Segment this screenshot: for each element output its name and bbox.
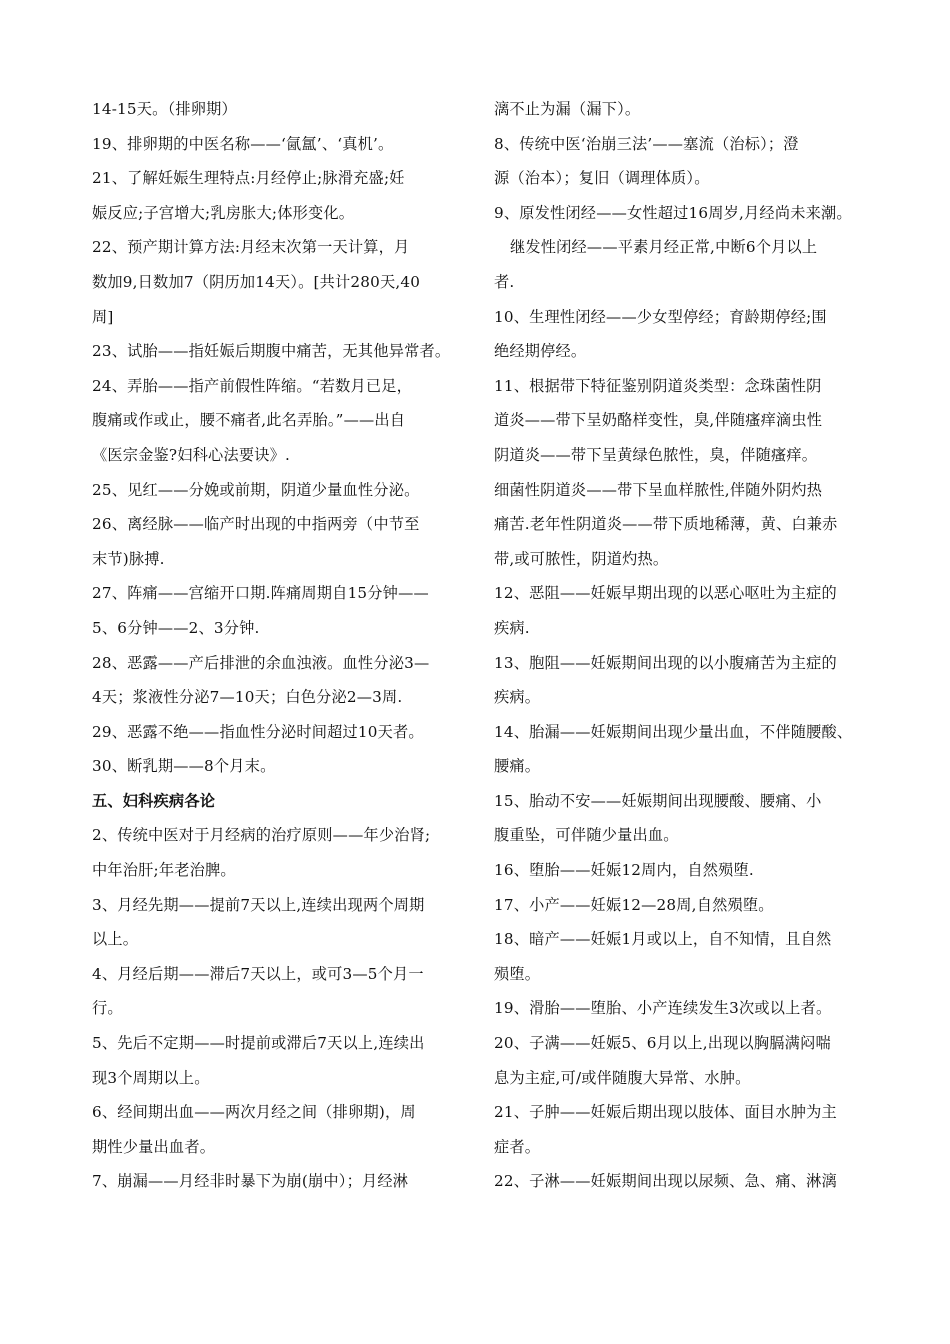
text-line: 中年治肝;年老治脾。 (92, 861, 236, 880)
text-line: 阴道炎——带下呈黄绿色脓性，臭，伴随瘙痒。 (494, 445, 818, 464)
text-line: 2、传统中医对于月经病的治疗原则——年少治肾; (92, 826, 431, 845)
text-line: 周] (92, 307, 114, 326)
text-line: 疾病。 (494, 688, 541, 707)
text-line: 15、胎动不安——妊娠期间出现腰酸、腰痛、小 (494, 791, 822, 810)
text-line: 源（治本）；复旧（调理体质）。 (494, 169, 710, 188)
section-heading: 五、妇科疾病各论 (92, 791, 216, 810)
text-line: 21、了解妊娠生理特点:月经停止;脉滑充盛;妊 (92, 169, 405, 188)
text-line: 末节)脉搏. (92, 549, 165, 568)
text-line: 24、弄胎——指产前假性阵缩。“若数月已足， (92, 376, 413, 395)
text-line: 9、原发性闭经——女性超过16周岁,月经尚未来潮。 (494, 203, 852, 222)
text-line: 行。 (92, 999, 123, 1018)
text-line: 道炎——带下呈奶酪样变性，臭,伴随瘙痒滴虫性 (494, 411, 823, 430)
text-line: 13、胞阻——妊娠期间出现的以小腹痛苦为主症的 (494, 653, 837, 672)
text-line: 4、月经后期——滞后7天以上，或可3—5个月一 (92, 964, 424, 983)
text-line: 19、排卵期的中医名称——‘氤氲’、‘真机’。 (92, 134, 394, 153)
text-line: 5、先后不定期——时提前或滞后7天以上,连续出 (92, 1034, 425, 1053)
text-line: 疾病. (494, 618, 530, 637)
text-line: 29、恶露不绝——指血性分泌时间超过10天者。 (92, 722, 424, 741)
text-line: 殒堕。 (494, 964, 541, 983)
text-line: 数加9,日数加7（阴历加14天）。[共计280天,40 (92, 272, 421, 291)
left-text-column (92, 92, 464, 1199)
text-line: 12、恶阻——妊娠早期出现的以恶心呕吐为主症的 (494, 584, 837, 603)
text-line: 漓不止为漏（漏下）。 (494, 100, 641, 118)
text-line: 以上。 (92, 930, 139, 949)
text-line: 28、恶露——产后排泄的余血浊液。血性分泌3— (92, 653, 430, 672)
text-line: 26、离经脉——临产时出现的中指两旁（中节至 (92, 515, 420, 534)
text-line: 者. (494, 272, 515, 291)
text-line: 7、崩漏——月经非时暴下为崩(崩中）；月经淋 (92, 1172, 409, 1191)
text-line: 3、月经先期——提前7天以上,连续出现两个周期 (92, 895, 425, 914)
text-line: 22、子淋——妊娠期间出现以尿频、急、痛、淋漓 (494, 1172, 837, 1191)
text-line: 23、试胎——指妊娠后期腹中痛苦，无其他异常者。 (92, 342, 451, 361)
text-line: 25、见红——分娩或前期，阴道少量血性分泌。 (92, 480, 420, 499)
text-line: 细菌性阴道炎——带下呈血样脓性,伴随外阴灼热 (494, 480, 823, 499)
text-line: 21、子肿——妊娠后期出现以肢体、面目水肿为主 (494, 1103, 837, 1122)
text-line: 痛苦.老年性阴道炎——带下质地稀薄，黄、白兼赤 (494, 515, 838, 534)
text-line: 19、滑胎——堕胎、小产连续发生3次或以上者。 (494, 999, 832, 1018)
text-line: 息为主症,可/或伴随腹大异常、水肿。 (494, 1068, 751, 1087)
text-line: 10、生理性闭经——少女型停经；育龄期停经;围 (494, 307, 827, 326)
text-line: 4天；浆液性分泌7—10天；白色分泌2—3周. (92, 688, 403, 707)
text-line: 8、传统中医‘治崩三法’——塞流（治标）；澄 (494, 134, 799, 153)
text-line: 《医宗金鉴?妇科心法要诀》. (92, 445, 291, 464)
text-line: 27、阵痛——宫缩开口期.阵痛周期自15分钟—— (92, 584, 429, 603)
text-line: 11、根据带下特征鉴别阴道炎类型：念珠菌性阴 (494, 376, 822, 395)
text-line: 腹重坠，可伴随少量出血。 (494, 826, 679, 845)
text-line: 带,或可脓性，阴道灼热。 (494, 549, 669, 568)
text-line: 娠反应;子宫增大;乳房胀大;体形变化。 (92, 203, 355, 222)
text-line: 17、小产——妊娠12—28周,自然殒堕。 (494, 895, 774, 914)
text-line: 14-15天。（排卵期） (92, 100, 237, 118)
text-line: 期性少量出血者。 (92, 1137, 216, 1156)
right-text-column (494, 92, 866, 1199)
text-line: 14、胎漏——妊娠期间出现少量出血，不伴随腰酸、 (494, 722, 853, 741)
text-line: 6、经间期出血——两次月经之间（排卵期)，周 (92, 1103, 416, 1122)
text-line: 症者。 (494, 1137, 541, 1156)
text-line: 5、6分钟——2、3分钟. (92, 618, 260, 637)
text-line: 22、预产期计算方法:月经末次第一天计算，月 (92, 238, 410, 257)
text-line: 现3个周期以上。 (92, 1068, 210, 1087)
text-line: 腰痛。 (494, 757, 541, 776)
text-line: 腹痛或作或止，腰不痛者,此名弄胎。”——出自 (92, 411, 406, 430)
text-line: 继发性闭经——平素月经正常,中断6个月以上 (510, 238, 818, 257)
text-line: 20、子满——妊娠5、6月以上,出现以胸膈满闷喘 (494, 1034, 831, 1053)
text-line: 绝经期停经。 (494, 342, 587, 361)
text-line: 16、堕胎——妊娠12周内，自然殒堕. (494, 861, 754, 880)
text-line: 30、断乳期——8个月末。 (92, 757, 276, 776)
text-line: 18、暗产——妊娠1月或以上，自不知情，且自然 (494, 930, 832, 949)
